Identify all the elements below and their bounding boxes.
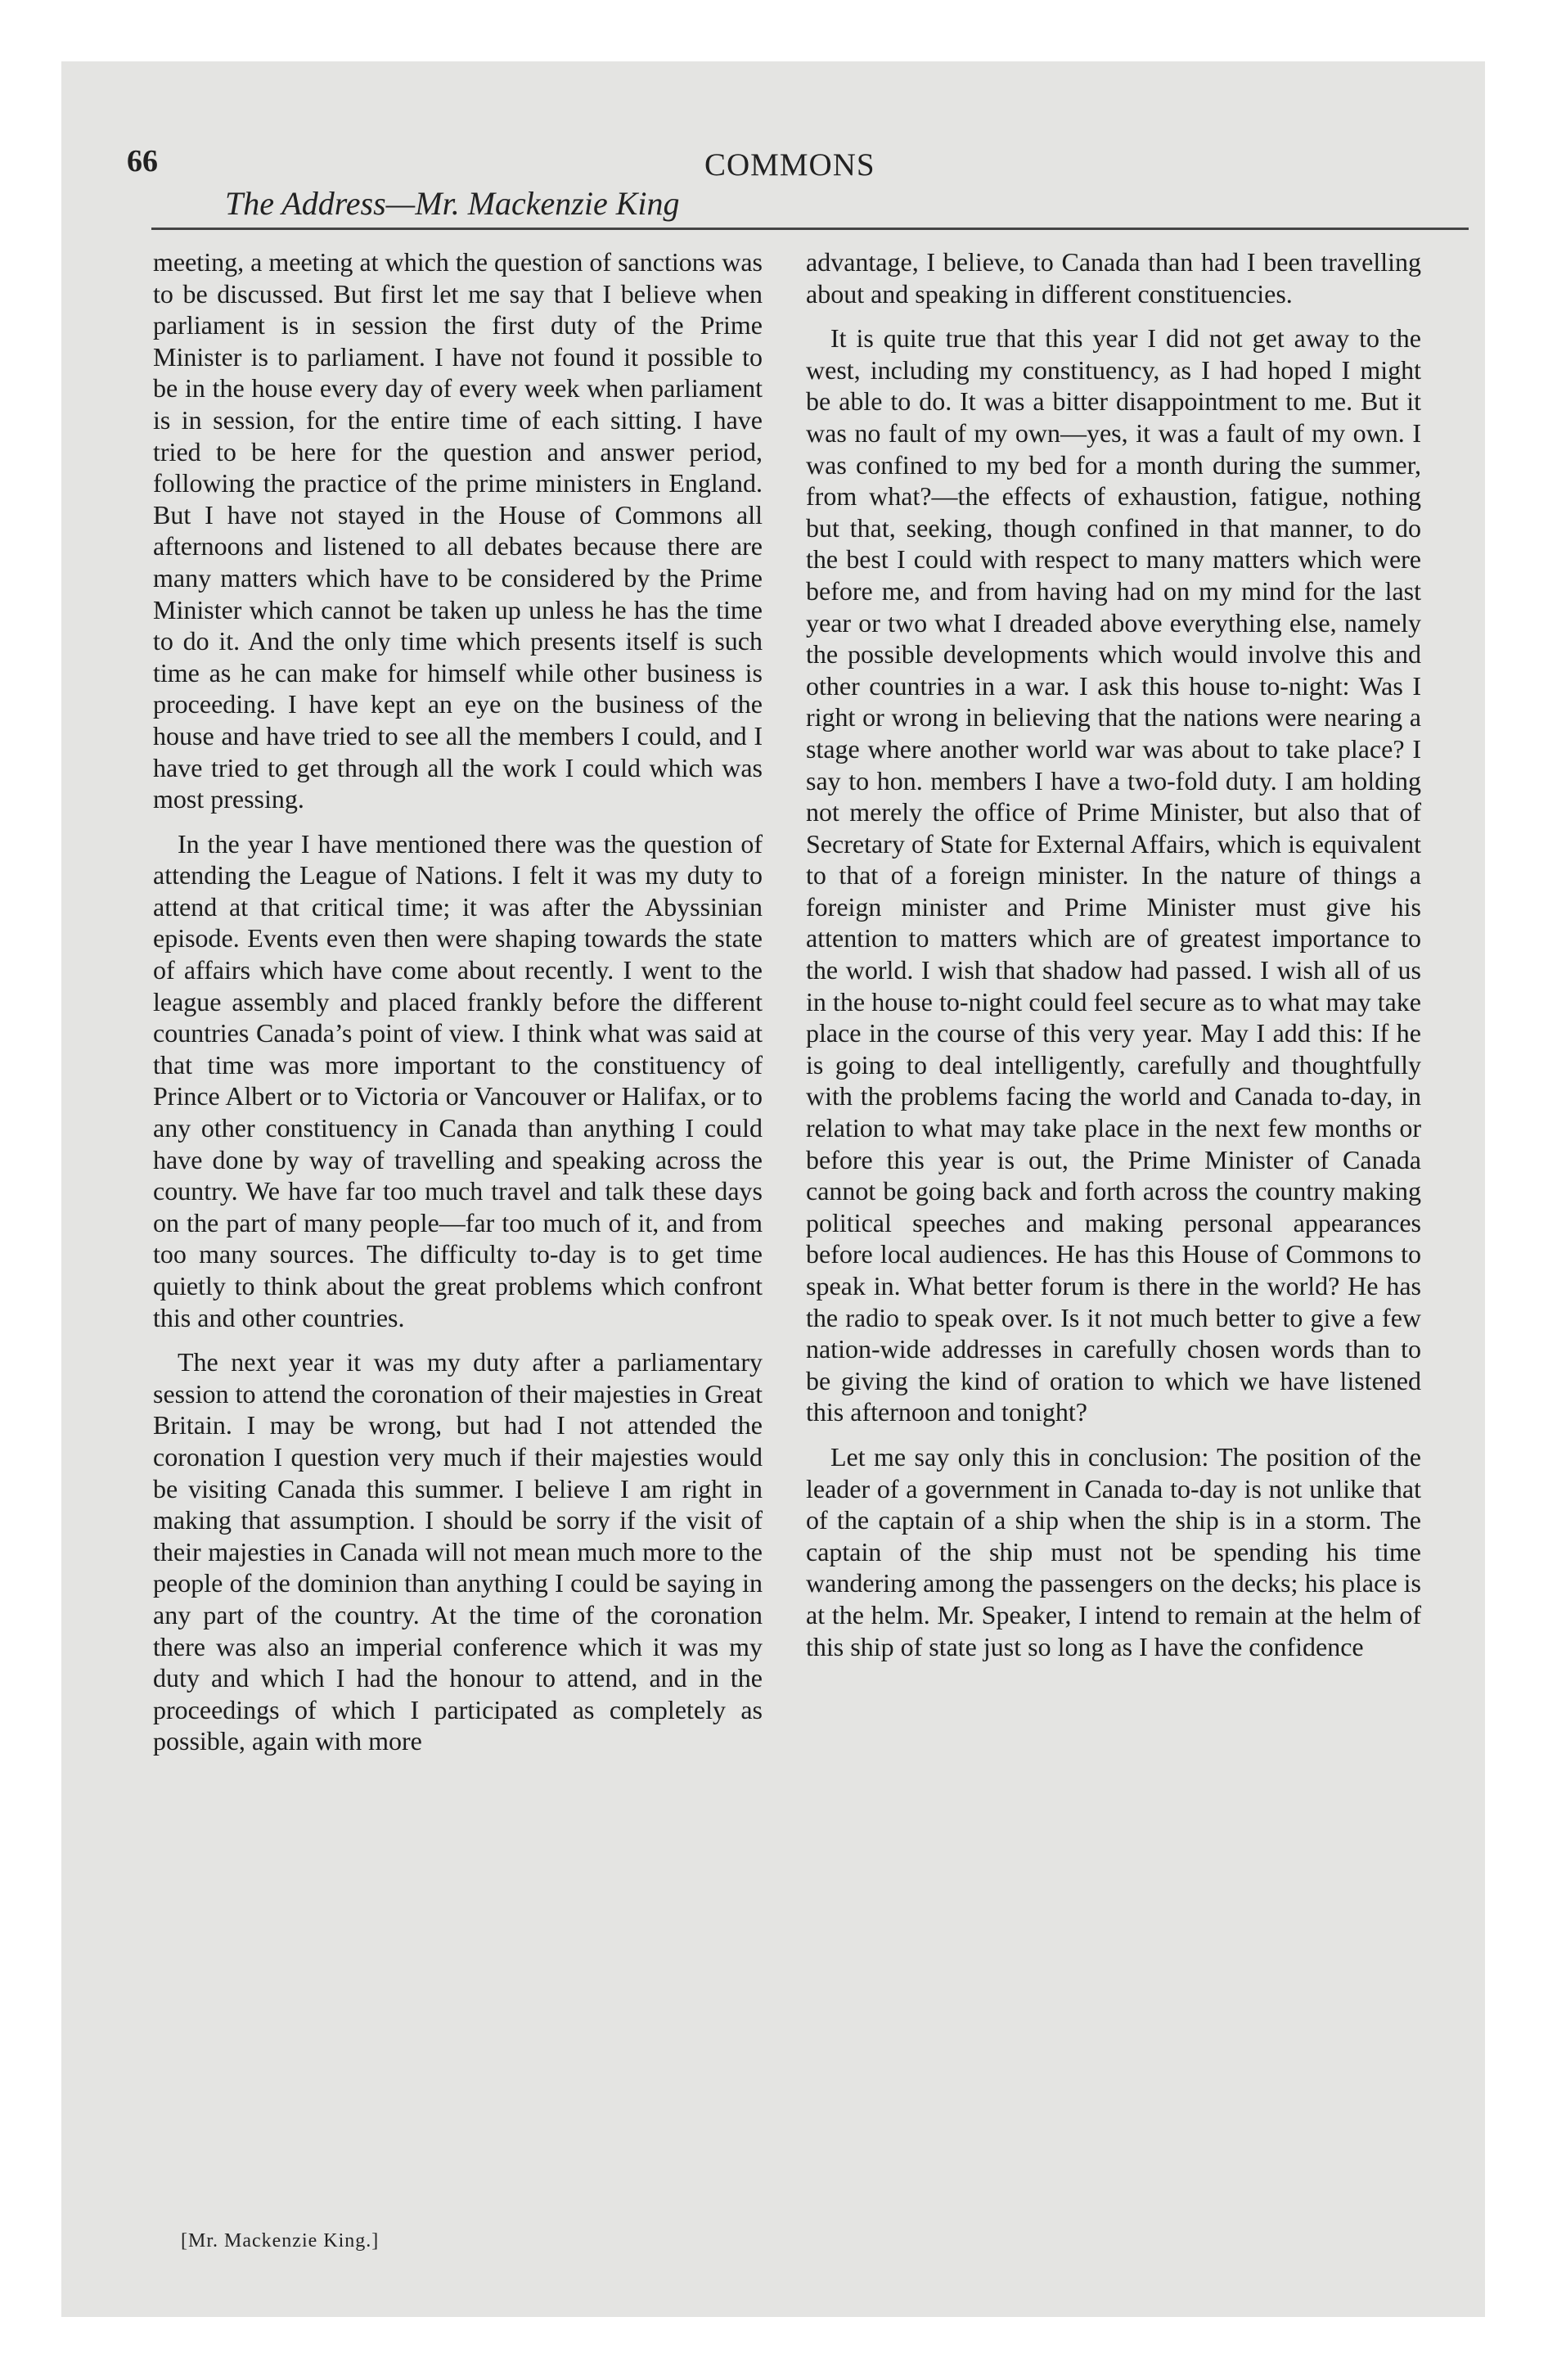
right-paragraph-3: Let me say only this in conclusion: The position of the leader of a government in Canada to-day is not unlike that of the captain of a ship when the ship is in a storm. The captain of the ship must not be spending his time wandering among the passengers on the decks; his place is at the helm. Mr. Speaker, I intend to remain at the helm of this ship of state just so long as I have the confidence <box>806 1441 1421 1661</box>
right-column <box>806 246 1421 1675</box>
right-paragraph-1: advantage, I believe, to Canada than had I been travelling about and speaking in different constituencies. <box>806 247 1421 309</box>
header-rule <box>151 228 1469 230</box>
left-column <box>153 246 763 1770</box>
page-number: 66 <box>127 144 158 178</box>
left-paragraph-1: meeting, a meeting at which the question of sanctions was to be discussed. But first let me say that I believe when parliament is in session the first duty of the Prime Minister is to parliament. I have not found it possible to be in the house every day of every week when parliament is in session, for the entire time of each sitting. I have tried to be here for the question and answer period, following the practice of the prime ministers in England. But I have not stayed in the House of Commons all afternoons and listened to all debates because there are many matters which have to be considered by the Prime Minister which cannot be taken up unless he has the time to do it. And the only time which presents itself is such time as he can make for himself while other business is proceeding. I have kept an eye on the business of the house and have tried to see all the members I could, and I have tried to get through all the work I could which was most pressing. <box>153 247 763 814</box>
speaker-footnote: [Mr. Mackenzie King.] <box>181 2230 380 2252</box>
running-head: The Address—Mr. Mackenzie King <box>225 185 680 222</box>
scanned-page <box>61 61 1485 2317</box>
right-paragraph-2: It is quite true that this year I did not get away to the west, including my constituency, as I had hoped I might be able to do. It was a bitter disappointment to me. But it was no fault of my own—yes, it was a fault of my own. I was confined to my bed for a month during the summer, from what?—the effects of exhaustion, fatigue, nothing but that, seeking, though confined in that manner, to do the best I could with respect to many matters which were before me, and from having had on my mind for the last year or two what I dreaded above everything else, namely the possible developments which would involve this and other countries in a war. I ask this house to-night: Was I right or wrong in believing that the nations were nearing a stage where another world war was about to take place? I say to hon. members I have a two-fold duty. I am holding not merely the office of Prime Minister, but also that of Secretary of State for External Affairs, which is equivalent to that of a foreign minister. In the nature of things a foreign minister and Prime Minister must give his attention to matters which are of greatest importance to the world. I wish that shadow had passed. I wish all of us in the house to-night could feel secure as to what may take place in the course of this very year. May I add this: If he is going to deal intelligently, carefully and thoughtfully with the problems facing the world and Canada to-day, in relation to what may take place in the next few months or before this year is out, the Prime Minister of Canada cannot be going back and forth across the country making political speeches and making personal appearances before local audiences. He has this House of Commons to speak in. What better forum is there in the world? He has the radio to speak over. Is it not much better to give a few nation-wide addresses in carefully chosen words than to be giving the kind of oration to which we have listened this afternoon and tonight? <box>806 323 1421 1427</box>
left-paragraph-3: The next year it was my duty after a parliamentary session to attend the coronation of their majesties in Great Britain. I may be wrong, but had I not attended the coronation I question very much if their majesties would be visiting Canada this summer. I believe I am right in making that assumption. I should be sorry if the visit of their majesties in Canada will not mean much more to the people of the dominion than anything I could be saying in any part of the country. At the time of the coronation there was also an imperial conference which it was my duty and which I had the honour to attend, and in the proceedings of which I participated as completely as possible, again with more <box>153 1347 763 1756</box>
left-paragraph-2: In the year I have mentioned there was the question of attending the League of Nations. I felt it was my duty to attend at that critical time; it was after the Abyssinian episode. Events even then were shaping towards the state of affairs which have come about recently. I went to the league assembly and placed frankly before the different countries Canada’s point of view. I think what was said at that time was more important to the constituency of Prince Albert or to Victoria or Vancouver or Halifax, or to any other constituency in Canada than anything I could have done by way of travelling and speaking across the country. We have far too much travel and talk these days on the part of many people—far too much of it, and from too many sources. The difficulty to-day is to get time quietly to think about the great problems which confront this and other countries. <box>153 828 763 1332</box>
house-title: COMMONS <box>704 147 875 183</box>
